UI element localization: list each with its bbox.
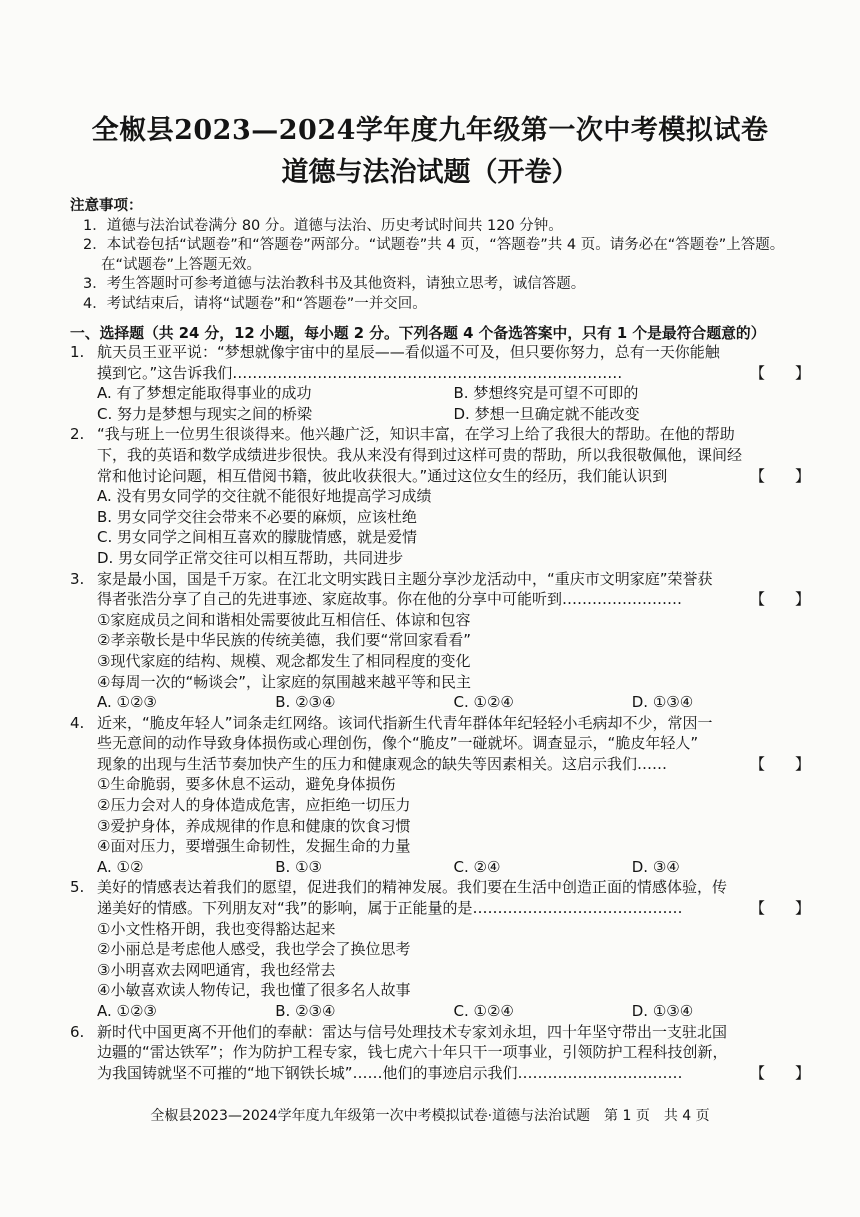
notes-heading: 注意事项： bbox=[70, 198, 143, 214]
question-text: 下，我的英语和数学成绩进步很快。我从来没有得到过这样可贵的帮助，所以我很敬佩他，课间经 bbox=[97, 445, 743, 464]
answer-bracket: 【 】 bbox=[749, 363, 810, 382]
question-number: 5. bbox=[70, 878, 85, 897]
question-text: 边疆的“雷达铁军”；作为防护工程专家，钱七虎六十年只干一项事业，引领防护工程科技创新， bbox=[97, 1043, 728, 1062]
statement-2: ②孝亲敬长是中华民族的传统美德，我们要“常回家看看” bbox=[97, 631, 471, 650]
question-2 bbox=[70, 424, 810, 568]
answer-bracket: 【 】 bbox=[749, 590, 810, 609]
option-c: C. 努力是梦想与现实之间的桥梁 bbox=[97, 404, 313, 423]
question-text bbox=[70, 898, 810, 919]
option-d: D. ③④ bbox=[631, 857, 680, 876]
statement-4: ④面对压力，要增强生命韧性，发掘生命的力量 bbox=[97, 837, 411, 856]
question-text bbox=[70, 466, 810, 487]
question-text: 家是最小国，国是千万家。在江北文明实践日主题分享沙龙活动中，“重庆市文明家庭”荣誉获 bbox=[97, 569, 713, 588]
option-d: D. 梦想一旦确定就不能改变 bbox=[453, 404, 640, 423]
statement-1: ①家庭成员之间和谐相处需要彼此互相信任、体谅和包容 bbox=[97, 610, 471, 629]
option-a: A. ①② bbox=[97, 857, 144, 876]
page-footer: 全椒县2023—2024学年度九年级第一次中考模拟试卷·道德与法治试题 第 1 页 共 4 页 bbox=[150, 1108, 710, 1124]
question-number: 3. bbox=[70, 569, 85, 588]
option-a: A. ①②③ bbox=[97, 1002, 157, 1020]
option-c: C. ②④ bbox=[453, 857, 501, 876]
section-heading: 一、选择题（共 24 分，12 小题，每小题 2 分。下列各题 4 个备选答案中，只有 1 个是最符合题意的） bbox=[70, 325, 766, 342]
question-number: 6. bbox=[70, 1022, 85, 1041]
question-1 bbox=[70, 342, 810, 424]
question-text bbox=[70, 1063, 810, 1084]
statement-3: ③小明喜欢去网吧通宵，我也经常去 bbox=[97, 960, 336, 979]
question-number: 1. bbox=[70, 343, 85, 361]
option-row bbox=[97, 404, 810, 425]
option-b: B. ②③④ bbox=[275, 1002, 336, 1020]
question-text-end: 常和他讨论问题，相互借阅书籍，彼此收获很大。”通过这位女生的经历，我们能认识到 bbox=[97, 466, 668, 485]
question-5 bbox=[70, 877, 810, 1021]
option-row bbox=[97, 383, 810, 404]
answer-bracket: 【 】 bbox=[749, 466, 810, 485]
question-text-end: 为我国铸就坚不可摧的“地下钢铁长城”……他们的事迹启示我们…………………………… bbox=[97, 1063, 683, 1082]
statement-4: ④每周一次的“畅谈会”，让家庭的氛围越来越平等和民主 bbox=[97, 672, 471, 691]
question-text bbox=[70, 754, 810, 775]
option-d: D. ①③④ bbox=[631, 693, 694, 712]
option-b: B. ①③ bbox=[275, 857, 322, 876]
option-row bbox=[70, 857, 810, 878]
option-d: D. ①③④ bbox=[631, 1002, 694, 1020]
note-item-3: 3．考生答题时可参考道德与法治教科书及其他资料，请独立思考，诚信答题。 bbox=[83, 276, 586, 292]
question-text: 美好的情感表达着我们的愿望，促进我们的精神发展。我们要在生活中创造正面的情感体验，传 bbox=[97, 878, 728, 897]
question-number: 4. bbox=[70, 713, 85, 732]
answer-bracket: 【 】 bbox=[749, 1063, 810, 1082]
option-c: C. 男女同学之间相互喜欢的朦胧情感，就是爱情 bbox=[97, 528, 418, 547]
question-text bbox=[70, 589, 810, 610]
statement-1: ①小文性格开朗，我也变得豁达起来 bbox=[97, 919, 336, 938]
question-text: 些无意间的动作导致身体损伤或心理创伤，像个“脆皮”一碰就坏。调查显示，“脆皮年轻人” bbox=[97, 734, 699, 753]
statement-4: ④小敏喜欢读人物传记，我也懂了很多名人故事 bbox=[97, 981, 411, 1000]
statement-2: ②小丽总是考虑他人感受，我也学会了换位思考 bbox=[97, 940, 411, 959]
question-text: 近来，“脆皮年轻人”词条走红网络。该词代指新生代青年群体年纪轻轻小毛病却不少，常因一 bbox=[97, 713, 713, 732]
question-text-end: 现象的出现与生活节奏加快产生的压力和健康观念的缺失等因素相关。这启示我们…… bbox=[97, 754, 668, 773]
statement-2: ②压力会对人的身体造成危害，应拒绝一切压力 bbox=[97, 796, 411, 815]
question-3 bbox=[70, 569, 810, 713]
question-text-end: 摸到它。”这告诉我们…………………………………………………………………… bbox=[97, 363, 623, 382]
question-text: 新时代中国更离不开他们的奉献：雷达与信号处理技术专家刘永坦，四十年坚守带出一支驻北国 bbox=[97, 1022, 728, 1041]
statement-1: ①生命脆弱，要多休息不运动，避免身体损伤 bbox=[97, 775, 396, 794]
option-row bbox=[70, 1001, 810, 1022]
note-item-2: 2．本试卷包括“试题卷”和“答题卷”两部分。“试题卷”共 4 页，“答题卷”共 4 页。请务必在“答题卷”上答题。在“试题卷”上答题无效。 bbox=[83, 237, 785, 273]
question-text-end: 递美好的情感。下列朋友对“我”的影响，属于正能量的是…………………………………… bbox=[97, 899, 683, 918]
statement-3: ③爱护身体，养成规律的作息和健康的饮食习惯 bbox=[97, 816, 411, 835]
options bbox=[70, 383, 810, 424]
note-item-4: 4．考试结束后，请将“试题卷”和“答题卷”一并交回。 bbox=[83, 295, 427, 312]
exam-title: 全椒县2023—2024学年度九年级第一次中考模拟试卷 bbox=[91, 115, 769, 146]
option-a: A. 有了梦想定能取得事业的成功 bbox=[97, 384, 312, 403]
question-text: 航天员王亚平说：“梦想就像宇宙中的星辰——看似遥不可及，但只要你努力，总有一天你能触 bbox=[97, 343, 720, 361]
option-b: B. 梦想终究是可望不可即的 bbox=[453, 384, 639, 403]
option-row bbox=[70, 692, 810, 713]
option-a: A. 没有男女同学的交往就不能很好地提高学习成绩 bbox=[97, 487, 432, 506]
question-text bbox=[70, 363, 810, 384]
note-item-1: 1．道德与法治试卷满分 80 分。道德与法治、历史考试时间共 120 分钟。 bbox=[83, 217, 563, 234]
question-list bbox=[70, 342, 810, 1083]
question-text: “我与班上一位男生很谈得来。他兴趣广泛，知识丰富，在学习上给了我很大的帮助。在他的帮助 bbox=[97, 425, 735, 444]
option-c: C. ①②④ bbox=[453, 693, 514, 712]
question-number: 2. bbox=[70, 425, 85, 444]
option-b: B. ②③④ bbox=[275, 693, 336, 712]
options bbox=[70, 486, 810, 568]
question-4 bbox=[70, 713, 810, 878]
option-b: B. 男女同学交往会带来不必要的麻烦，应该杜绝 bbox=[97, 507, 417, 526]
question-text-end: 得者张浩分享了自己的先进事迹、家庭故事。你在他的分享中可能听到…………………… bbox=[97, 590, 683, 609]
option-a: A. ①②③ bbox=[97, 693, 157, 712]
exam-subtitle: 道德与法治试题（开卷） bbox=[281, 157, 579, 188]
question-6 bbox=[70, 1022, 810, 1084]
answer-bracket: 【 】 bbox=[749, 754, 810, 773]
option-d: D. 男女同学正常交往可以相互帮助，共同进步 bbox=[97, 548, 404, 567]
statement-3: ③现代家庭的结构、规模、观念都发生了相同程度的变化 bbox=[97, 651, 471, 670]
answer-bracket: 【 】 bbox=[749, 899, 810, 918]
notes-block bbox=[70, 197, 810, 314]
option-c: C. ①②④ bbox=[453, 1002, 514, 1020]
